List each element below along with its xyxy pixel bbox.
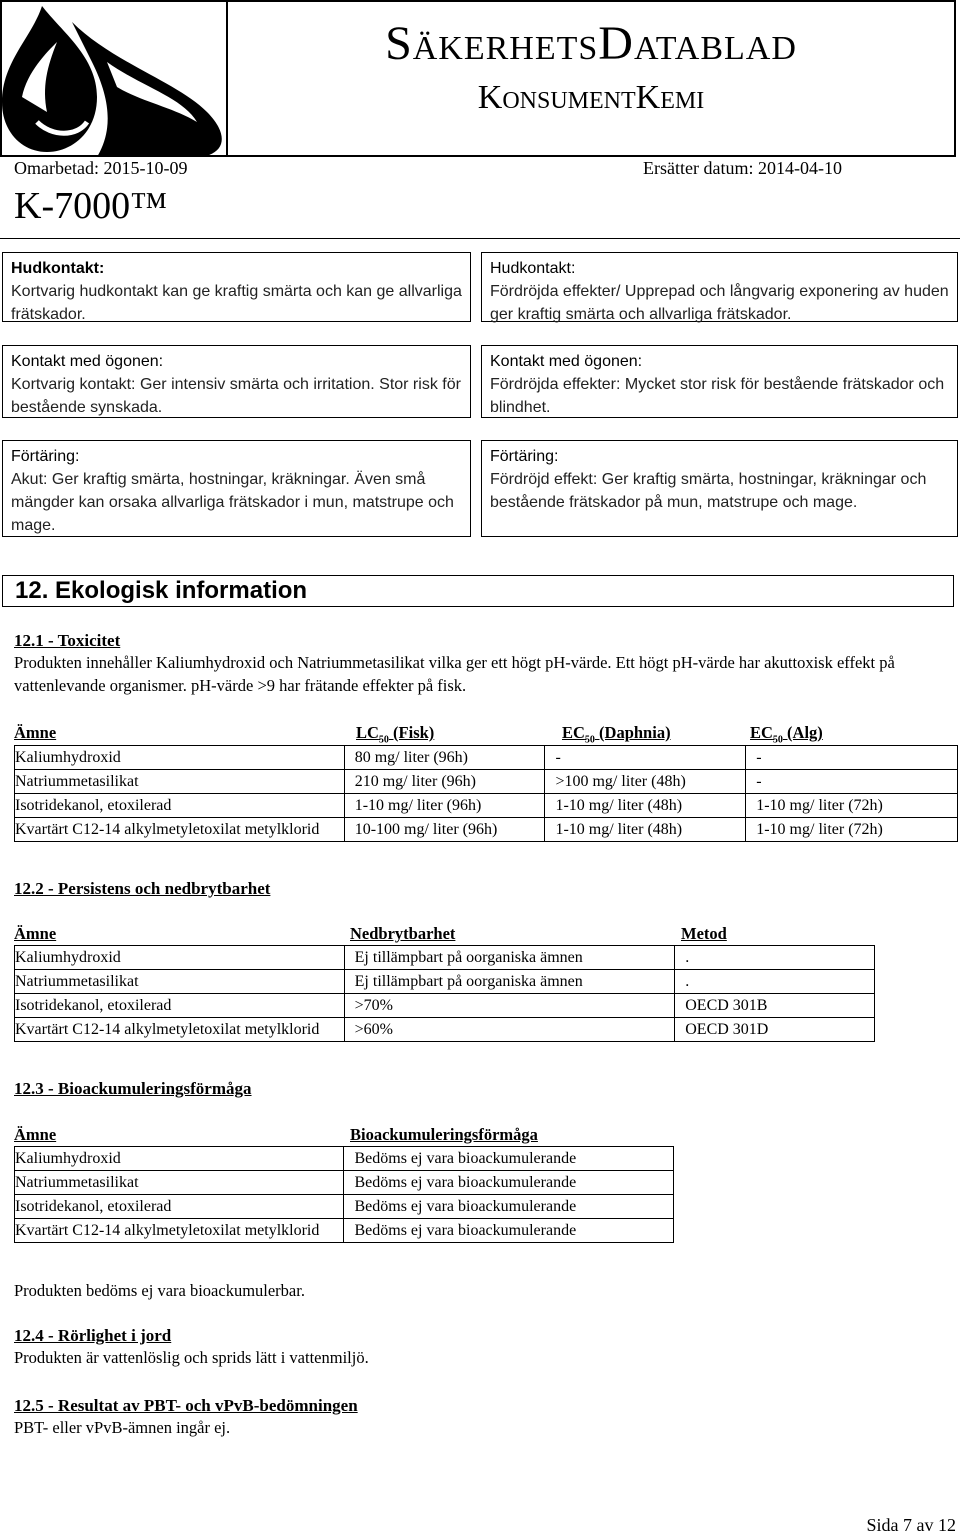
persistence-table-header [14,924,874,946]
tox-header-lc50-sub: 50 [378,734,389,746]
bioaccumulation-table [14,1146,674,1243]
document-title-box [228,0,956,157]
section-12-title: 12. Ekologisk information [2,575,954,607]
toxicity-table [14,745,958,842]
table-cell: 1-10 mg/ liter (48h) [545,794,746,818]
table-row [15,746,958,770]
table-cell: Kaliumhydroxid [15,1147,344,1171]
table-cell: Kvartärt C12-14 alkylmetyletoxilat metylklorid [15,818,345,842]
table-cell: - [746,746,958,770]
table-cell: Isotridekanol, etoxilerad [15,794,345,818]
document-subtitle [228,78,954,118]
table-row [15,794,958,818]
effect-box-left-skin [2,252,471,322]
table-cell: Kvartärt C12-14 alkylmetyletoxilat metylklorid [15,1018,345,1042]
effect-heading: Förtäring: [490,448,559,465]
table-row [15,1195,674,1219]
mobility-heading: 12.4 - Rörlighet i jord [14,1326,172,1345]
table-cell: >100 mg/ liter (48h) [545,770,746,794]
persist-header-substance: Ämne [14,924,57,943]
title-main: SäkerhetsDatablad [385,17,797,70]
effect-heading: Förtäring: [11,448,80,465]
table-cell: Natriummetasilikat [15,1171,344,1195]
effect-box-right-eyes [481,345,958,418]
effect-box-right-ingestion [481,440,958,537]
table-row [15,1147,674,1171]
effect-heading: Kontakt med ögonen: [11,353,164,370]
pbt-heading: 12.5 - Resultat av PBT- och vPvB-bedömningen [14,1396,358,1415]
product-name: K-7000™ [14,185,168,227]
persist-header-degradability: Nedbrytbarhet [350,924,456,943]
table-cell: Bedöms ej vara bioackumulerande [344,1219,674,1243]
toxicity-text: Produkten innehåller Kaliumhydroxid och Natriummetasilikat vilka ger ett högt pH-värde. Ett högt pH-värde har akuttoxisk effekt på vattenlevande organismer. pH-värde >9 har frätande effekter på fisk. [14,653,895,695]
table-cell: Bedöms ej vara bioackumulerande [344,1147,674,1171]
effect-box-left-ingestion [2,440,471,537]
table-cell: Ej tillämpbart på oorganiska ämnen [344,970,675,994]
table-cell: - [545,746,746,770]
table-cell: Kaliumhydroxid [15,746,345,770]
table-cell: Bedöms ej vara bioackumulerande [344,1195,674,1219]
toxicity-table-header [14,723,954,745]
table-cell: - [746,770,958,794]
table-cell: Ej tillämpbart på oorganiska ämnen [344,946,675,970]
effect-text: Fördröjd effekt: Ger kraftig smärta, hostningar, kräkningar och bestående frätskador på mun, matstrupe och mage. [490,471,927,511]
page-number: Sida 7 av 12 [866,1515,956,1535]
persist-header-method: Metod [681,924,727,943]
effect-text: Kortvarig kontakt: Ger intensiv smärta och irritation. Stor risk för bestående synskada. [11,376,461,416]
effect-heading: Hudkontakt: [11,260,105,277]
table-cell: OECD 301D [675,1018,875,1042]
effect-box-left-eyes [2,345,471,418]
table-cell: >60% [344,1018,675,1042]
table-cell: 80 mg/ liter (96h) [344,746,545,770]
table-cell: Kaliumhydroxid [15,946,345,970]
tox-header-lc50-suffix: (Fisk) [388,723,435,742]
bioacc-header-substance: Ämne [14,1125,57,1144]
table-cell: . [675,946,875,970]
persistence-heading: 12.2 - Persistens och nedbrytbarhet [14,879,271,898]
table-row [15,994,875,1018]
pbt-text: PBT- eller vPvB-ämnen ingår ej. [14,1418,231,1437]
header-divider [0,238,960,239]
table-row [15,1219,674,1243]
effect-text: Fördröjda effekter/ Upprepad och långvarig exponering av huden ger kraftig smärta och allvarliga frätskador. [490,283,949,323]
effect-text: Akut: Ger kraftig smärta, hostningar, kräkningar. Även små mängder kan orsaka allvarliga frätskador i mun, matstrupe och mage. [11,471,454,534]
table-cell: Natriummetasilikat [15,770,345,794]
pbt-section [14,1396,358,1439]
title-sub: KonsumentKemi [477,79,705,116]
toxicity-heading: 12.1 - Toxicitet [14,631,121,650]
table-cell: 1-10 mg/ liter (72h) [746,794,958,818]
table-cell: Bedöms ej vara bioackumulerande [344,1171,674,1195]
table-cell: 1-10 mg/ liter (48h) [545,818,746,842]
bioaccumulation-table-header [14,1125,674,1147]
tox-header-substance: Ämne [14,723,57,742]
bioaccumulation-note: Produkten bedöms ej vara bioackumulerbar. [14,1281,305,1300]
effect-text: Kortvarig hudkontakt kan ge kraftig smärta och kan ge allvarliga frätskador. [11,283,462,323]
effect-heading: Kontakt med ögonen: [490,353,643,370]
tox-header-lc50-main: LC [356,723,379,742]
tox-header-ec50-alg [750,723,823,745]
bioaccumulation-heading: 12.3 - Bioackumuleringsförmåga [14,1079,252,1098]
table-cell: 210 mg/ liter (96h) [344,770,545,794]
effect-box-right-skin [481,252,958,322]
logo [0,0,228,157]
effect-heading: Hudkontakt: [490,260,576,277]
replaces-date: Ersätter datum: 2014-04-10 [643,158,842,178]
table-row [15,1171,674,1195]
table-row [15,1018,875,1042]
toxicity-section [14,631,944,697]
table-cell: Isotridekanol, etoxilerad [15,1195,344,1219]
table-cell: Natriummetasilikat [15,970,345,994]
table-cell: . [675,970,875,994]
persistence-table [14,945,875,1042]
document-title [228,16,954,72]
table-row [15,818,958,842]
mobility-text: Produkten är vattenlöslig och sprids lätt i vattenmiljö. [14,1348,369,1367]
table-cell: Isotridekanol, etoxilerad [15,994,345,1018]
revised-date: Omarbetad: 2015-10-09 [14,158,188,178]
table-cell: >70% [344,994,675,1018]
table-row [15,946,875,970]
mobility-section [14,1326,369,1369]
table-cell: 10-100 mg/ liter (96h) [344,818,545,842]
bioacc-header-potential: Bioackumuleringsförmåga [350,1125,538,1144]
tox-header-ec50-alg-suffix: (Alg) [782,723,823,742]
tox-header-ec50-alg-sub: 50 [772,734,783,746]
tox-header-ec50-daphnia [562,723,671,745]
table-cell: 1-10 mg/ liter (96h) [344,794,545,818]
table-cell: Kvartärt C12-14 alkylmetyletoxilat metylklorid [15,1219,344,1243]
table-row [15,970,875,994]
table-cell: 1-10 mg/ liter (72h) [746,818,958,842]
table-row [15,770,958,794]
tox-header-ec50-daphnia-main: EC [562,723,585,742]
water-drop-logo-icon [2,2,228,157]
tox-header-lc50 [356,723,434,745]
table-cell: OECD 301B [675,994,875,1018]
effect-text: Fördröjda effekter: Mycket stor risk för bestående frätskador och blindhet. [490,376,945,416]
tox-header-ec50-daphnia-sub: 50 [584,734,595,746]
tox-header-ec50-alg-main: EC [750,723,773,742]
tox-header-ec50-daphnia-suffix: (Daphnia) [594,723,671,742]
